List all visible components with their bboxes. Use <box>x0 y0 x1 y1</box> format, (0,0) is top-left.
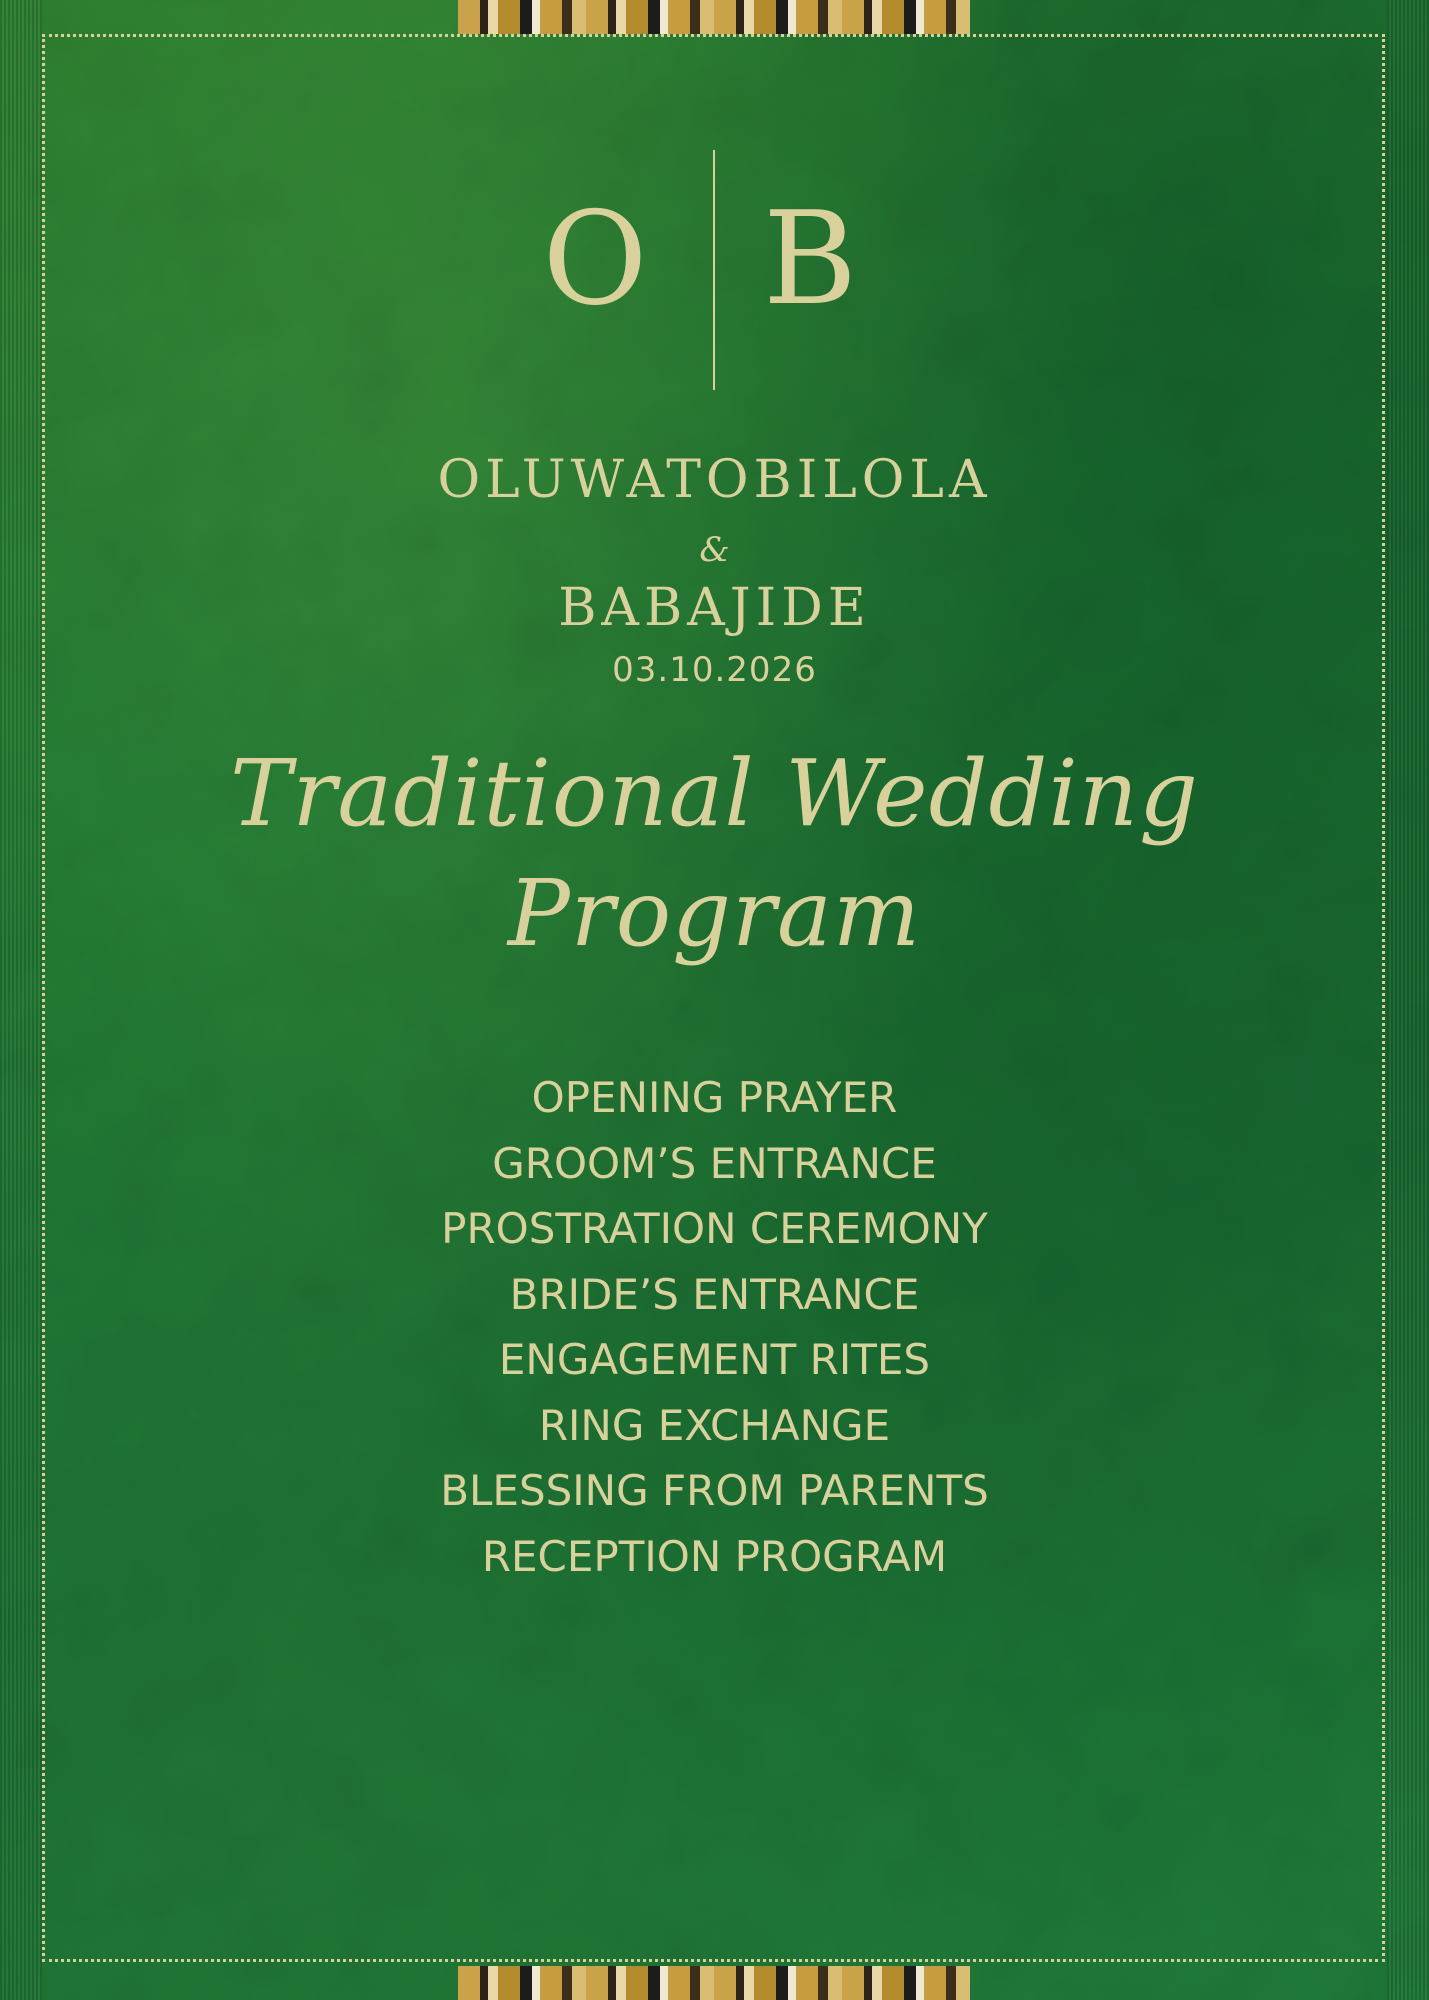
groom-name: BABAJIDE <box>558 578 871 638</box>
monogram-left-initial: O <box>542 185 648 334</box>
program-item: ENGAGEMENT RITES <box>498 1335 931 1384</box>
bottom-woven-strip <box>458 1966 970 2000</box>
monogram <box>0 150 1429 390</box>
program-list <box>0 1065 1429 1589</box>
ampersand: & <box>699 530 730 570</box>
program-title-line-1: Traditional Wedding <box>230 740 1199 847</box>
program-item: RECEPTION PROGRAM <box>481 1531 948 1581</box>
bride-name: OLUWATOBILOLA <box>437 450 992 510</box>
wedding-date: 03.10.2026 <box>612 650 817 690</box>
program-title-line-2: Program <box>507 860 922 967</box>
program-item: OPENING PRAYER <box>531 1073 898 1122</box>
monogram-divider <box>713 150 715 390</box>
top-woven-strip <box>458 0 970 34</box>
program-item: BRIDE’S ENTRANCE <box>509 1269 920 1319</box>
program-item: PROSTRATION CEREMONY <box>441 1204 988 1253</box>
program-item: BLESSING FROM PARENTS <box>440 1466 989 1515</box>
program-item: RING EXCHANGE <box>538 1400 891 1450</box>
monogram-right-initial: B <box>762 185 858 334</box>
program-item: GROOM’S ENTRANCE <box>492 1138 937 1188</box>
